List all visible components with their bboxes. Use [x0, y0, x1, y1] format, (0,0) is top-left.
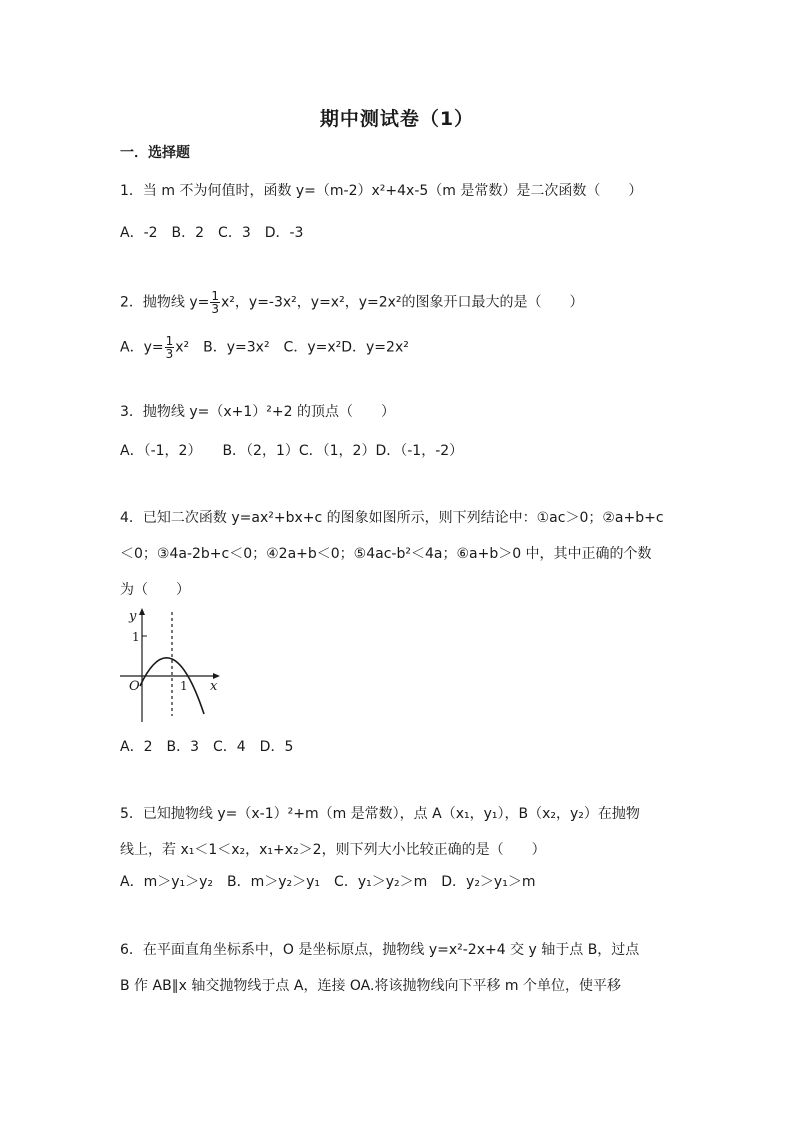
x-axis-label: x — [210, 679, 218, 694]
fraction-one-third — [210, 290, 220, 315]
fraction-one-third — [165, 335, 175, 360]
question-1-stem: 1．当 m 不为何值时，函数 y=（m-2）x²+4x-5（m 是常数）是二次函数（ ） — [120, 183, 643, 199]
question-3-stem: 3．抛物线 y=（x+1）²+2 的顶点（ ） — [120, 404, 395, 420]
fraction-denominator: 3 — [165, 347, 174, 361]
fraction-numerator: 1 — [211, 289, 220, 303]
fraction-denominator: 3 — [211, 302, 220, 316]
question-5-options: A．m＞y₁＞y₂ B．m＞y₂＞y₁ C．y₁＞y₂＞m D．y₂＞y₁＞m — [120, 874, 536, 890]
question-3-options: A．（-1，2） B．（2，1）C．（1，2）D．（-1，-2） — [120, 443, 464, 459]
question-2-stem — [120, 290, 584, 315]
parabola-graph — [118, 604, 228, 724]
y-axis-label: y — [129, 609, 137, 624]
x-tick-label: 1 — [180, 679, 188, 693]
question-4-line-1: 4．已知二次函数 y=ax²+bx+c 的图象如图所示，则下列结论中：①ac＞0；②a+b+c — [120, 510, 664, 526]
question-6-line-1: 6．在平面直角坐标系中，O 是坐标原点，抛物线 y=x²-2x+4 交 y 轴于点 B，过点 — [120, 942, 640, 958]
question-5-line-1: 5．已知抛物线 y=（x-1）²+m（m 是常数），点 A（x₁，y₁），B（x₂，y₂）在抛物 — [120, 806, 640, 822]
question-2-stem-end: x²，y=-3x²，y=x²，y=2x²的图象开口最大的是（ ） — [221, 294, 584, 311]
question-6-line-2: B 作 AB∥x 轴交抛物线于点 A，连接 OA.将该抛物线向下平移 m 个单位，使平移 — [120, 978, 621, 994]
question-2-options-rest: x² B．y=3x² C．y=x²D．y=2x² — [175, 339, 409, 356]
question-2-option-a-start: A．y= — [120, 339, 164, 356]
question-2-options — [120, 335, 409, 360]
question-4-options: A．2 B．3 C．4 D．5 — [120, 739, 294, 755]
fraction-numerator: 1 — [165, 334, 174, 348]
y-axis-arrow — [139, 608, 145, 615]
question-5-line-2: 线上，若 x₁＜1＜x₂，x₁+x₂＞2，则下列大小比较正确的是（ ） — [120, 842, 546, 858]
section-heading: 一．选择题 — [120, 145, 190, 161]
question-2-stem-start: 2．抛物线 y= — [120, 294, 210, 311]
y-tick-label: 1 — [132, 630, 140, 644]
question-1-options: A．-2 B．2 C．3 D．-3 — [120, 225, 304, 241]
origin-label: O — [129, 679, 140, 694]
page-title: 期中测试卷（1） — [319, 108, 475, 130]
question-4-line-3: 为（ ） — [120, 582, 190, 598]
question-4-line-2: ＜0；③4a-2b+c＜0；④2a+b＜0；⑤4ac-b²＜4a；⑥a+b＞0 中，其中正确的个数 — [120, 546, 652, 562]
